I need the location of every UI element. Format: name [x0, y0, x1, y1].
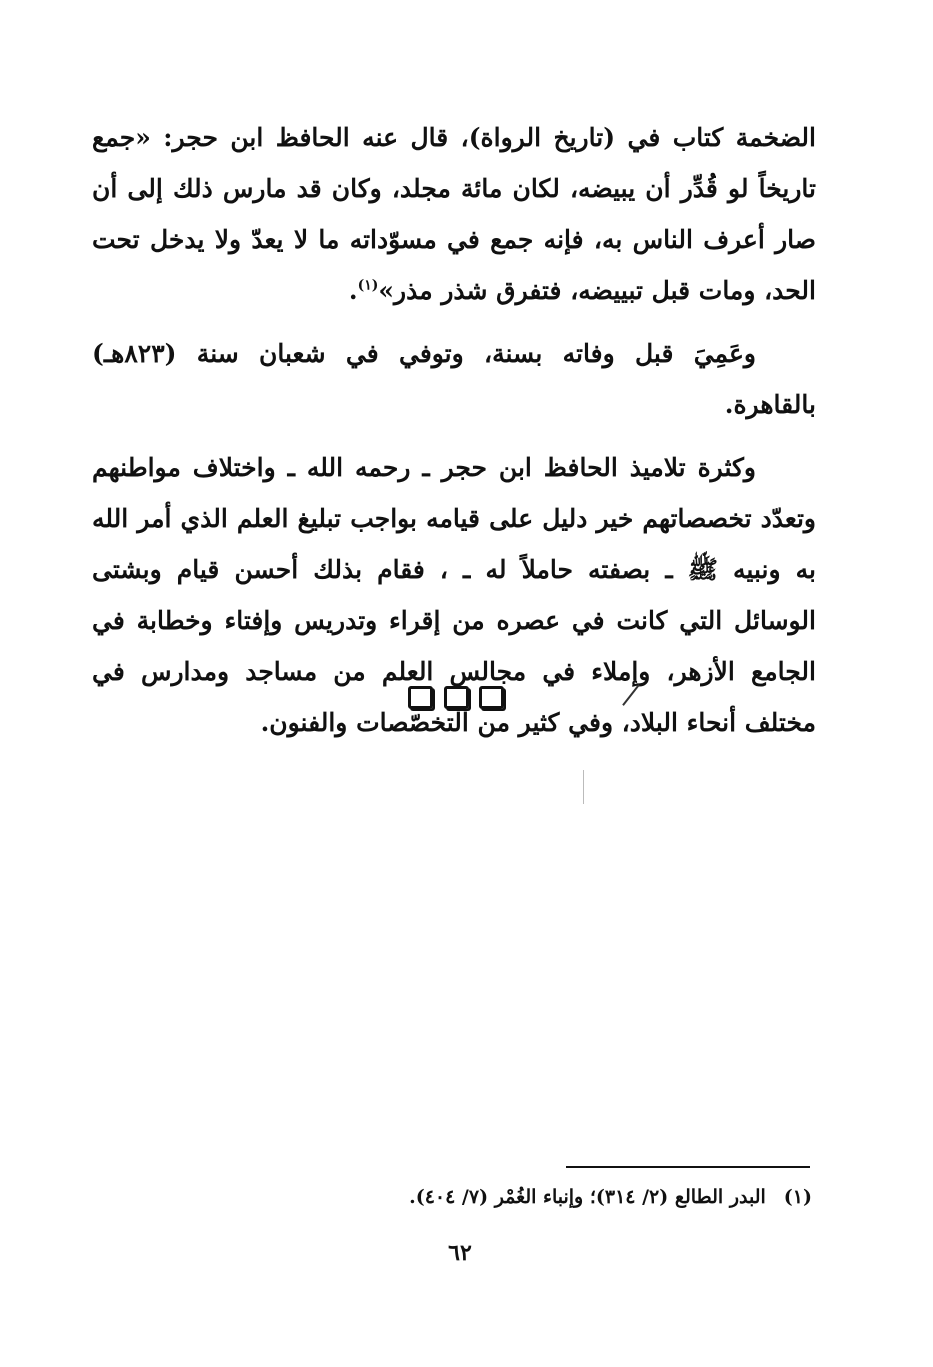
footnote-text: البدر الطالع (٢/ ٣١٤)؛ وإنباء الغُمْر (٧/ ٤٠٤). — [409, 1186, 766, 1208]
section-divider-ornament — [408, 686, 504, 710]
footnote-number: (١) — [783, 1186, 812, 1208]
scan-mark — [583, 770, 584, 804]
divider-square-icon — [444, 686, 469, 709]
main-text-block — [92, 112, 816, 760]
paragraph-1 — [92, 112, 816, 316]
paragraph-1-end: . — [348, 276, 358, 305]
page-number: ٦٢ — [448, 1240, 472, 1266]
divider-square-icon — [479, 686, 504, 709]
divider-square-icon — [408, 686, 433, 709]
footnote-reference: (١) — [357, 277, 379, 294]
paragraph-2: وعَمِيَ قبل وفاته بسنة، وتوفي في شعبان سنة (٨٢٣هـ) بالقاهرة. — [92, 339, 816, 419]
footnote-separator — [566, 1166, 810, 1168]
footnote — [300, 1180, 812, 1214]
paragraph-1-text: الضخمة كتاب في (تاريخ الرواة)، قال عنه الحافظ ابن حجر: «جمع تاريخاً لو قُدِّر أن يبيضه، لكان مائة مجلد، وكان قد مارس ذلك إلى أن صار أعرف الناس به، فإنه جمع في مسوّداته ما لا يعدّ ولا يدخل تحت الحد، ومات قبل تبييضه، فتفرق شذر مذر» — [92, 123, 816, 305]
paragraph-3: وكثرة تلاميذ الحافظ ابن حجر ـ رحمه الله ـ واختلاف مواطنهم وتعدّد تخصصاتهم خير دليل على قيامه بواجب تبليغ العلم الذي أمر الله به ونبيه ﷺ ـ بصفته حاملاً له ـ ، فقام بذلك أحسن قيام وبشتى الوسائل التي كانت في عصره من إقراء وتدريس وإفتاء وخطابة في الجامع الأزهر، وإملاء في مجالس العلم من مساجد ومدارس في مختلف أنحاء البلاد، وفي كثير من التخصّصات والفنون. — [92, 453, 816, 737]
